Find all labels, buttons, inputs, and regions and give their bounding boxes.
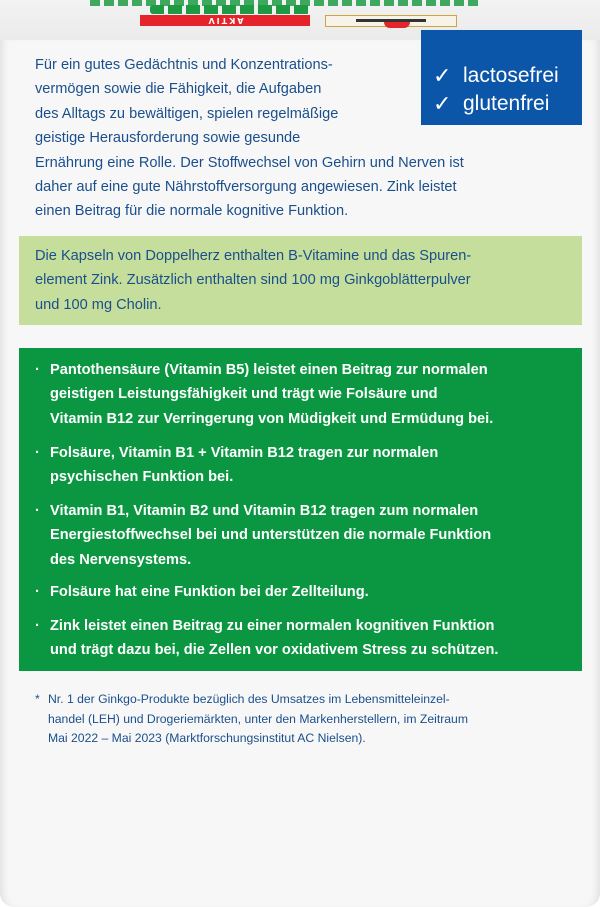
intro-line: Für ein gutes Gedächtnis und Konzentrations- <box>35 57 333 73</box>
flap-heart-logo-icon <box>384 22 410 28</box>
check-icon: ✓ <box>433 63 452 88</box>
dietary-badge-box <box>421 30 582 125</box>
badge-label: glutenfrei <box>463 92 550 115</box>
claim-item <box>35 580 369 604</box>
ingredients-box <box>19 236 582 325</box>
claim-line: des Nervensystems. <box>50 551 192 568</box>
bullet-icon: · <box>35 503 40 519</box>
footnote-line: handel (LEH) und Drogeriemärkten, unter den Markenherstellern, im Zeitraum <box>48 711 468 726</box>
badge-label: lactosefrei <box>463 64 559 87</box>
claim-item <box>35 441 438 490</box>
flap-gold-badge <box>325 15 457 27</box>
ingredients-line: Die Kapseln von Doppelherz enthalten B-Vitamine und das Spuren- <box>35 248 472 264</box>
claim-line: Vitamin B12 zur Verringerung von Müdigkeit und Ermüdung bei. <box>50 410 494 427</box>
claim-line: Pantothensäure (Vitamin B5) leistet einen Beitrag zur normalen <box>50 362 488 378</box>
footnote-line: Mai 2022 – Mai 2023 (Marktforschungsinstitut AC Nielsen). <box>48 731 366 746</box>
footnote-line: Nr. 1 der Ginkgo-Produkte bezüglich des Umsatzes im Lebensmitteleinzel- <box>48 692 450 706</box>
check-icon: ✓ <box>433 91 452 116</box>
intro-paragraph <box>35 53 464 224</box>
flap-brand-logo <box>150 5 310 14</box>
intro-line: einen Beitrag für die normale kognitive Funktion. <box>35 203 349 220</box>
bullet-icon: · <box>35 362 40 378</box>
flap-red-badge: AKTIV <box>140 15 310 26</box>
intro-line: des Alltags zu bewältigen, spielen regelmäßige <box>35 105 339 122</box>
claim-line: und trägt dazu bei, die Zellen vor oxidativem Stress zu schützen. <box>50 642 499 659</box>
claim-line: psychischen Funktion bei. <box>50 469 234 486</box>
footnote <box>35 690 468 749</box>
claim-item <box>35 614 498 663</box>
claim-line: Zink leistet einen Beitrag zu einer normalen kognitiven Funktion <box>50 618 495 634</box>
badge-lactosefrei <box>433 63 559 89</box>
intro-line: vermögen sowie die Fähigkeit, die Aufgaben <box>35 81 322 98</box>
health-claims-box <box>19 348 582 671</box>
claim-line: Energiestoffwechsel bei und unterstützen die normale Funktion <box>50 527 492 544</box>
claim-line: Folsäure hat eine Funktion bei der Zellteilung. <box>50 584 369 600</box>
intro-line: daher auf eine gute Nährstoffversorgung angewiesen. Zink leistet <box>35 179 457 196</box>
claim-line: Vitamin B1, Vitamin B2 und Vitamin B12 tragen zum normalen <box>50 503 479 519</box>
claim-line: geistigen Leistungsfähigkeit und trägt wie Folsäure und <box>50 386 438 403</box>
badge-glutenfrei <box>433 91 549 117</box>
asterisk-marker: * <box>35 692 40 706</box>
claim-item <box>35 499 491 572</box>
ingredients-line: element Zink. Zusätzlich enthalten sind 100 mg Ginkgoblätterpulver <box>35 272 471 289</box>
bullet-icon: · <box>35 618 40 634</box>
ingredients-line: und 100 mg Cholin. <box>35 296 162 313</box>
claim-line: Folsäure, Vitamin B1 + Vitamin B12 tragen zur normalen <box>50 445 439 461</box>
ingredients-text <box>35 244 471 317</box>
intro-line: Ernährung eine Rolle. Der Stoffwechsel von Gehirn und Nerven ist <box>35 154 464 171</box>
claim-item <box>35 358 493 431</box>
bullet-icon: · <box>35 445 40 461</box>
intro-line: geistige Herausforderung sowie gesunde <box>35 130 301 147</box>
bullet-icon: · <box>35 584 40 600</box>
